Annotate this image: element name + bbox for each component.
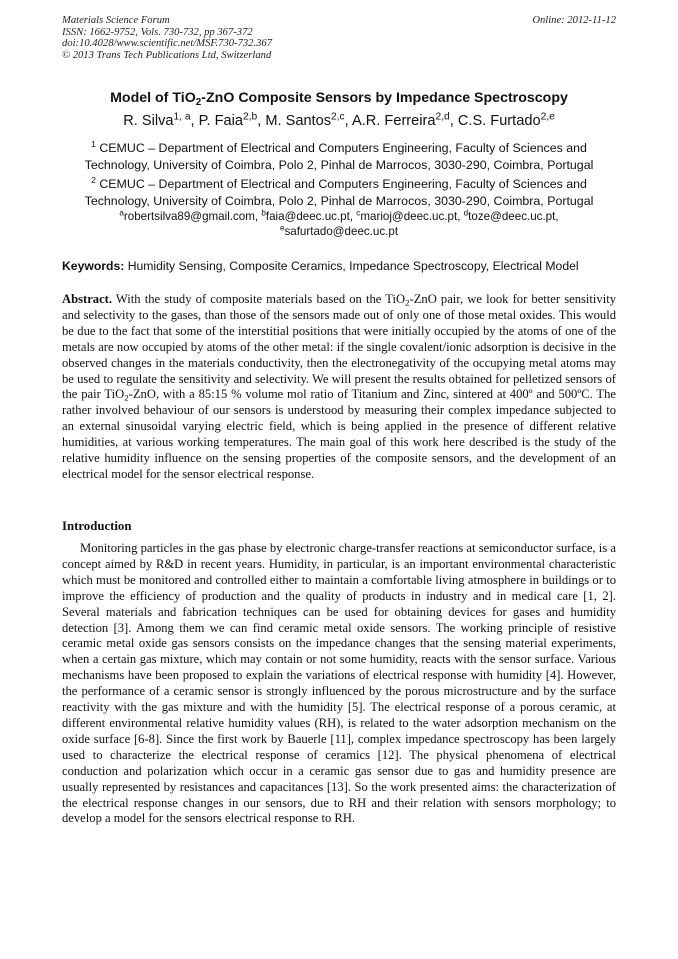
introduction-heading: Introduction	[62, 519, 132, 533]
copyright-line: © 2013 Trans Tech Publications Ltd, Switzerland	[62, 49, 272, 61]
author-affil-mark: 2,c	[331, 111, 345, 123]
author-separator: ,	[449, 113, 458, 129]
doi-link[interactable]: doi:10.4028/www.scientific.net/MSF.730-732.367	[62, 38, 272, 50]
author	[458, 113, 555, 129]
author-list	[40, 111, 638, 131]
email-separator: ,	[349, 210, 357, 223]
paper-title	[62, 89, 616, 107]
author-affil-mark: 1, a	[173, 111, 191, 123]
email-mark: b	[261, 208, 266, 218]
email-separator: ,	[555, 210, 559, 223]
email-separator: ,	[254, 210, 262, 223]
email-link[interactable]: robertsilva89@gmail.com	[123, 210, 255, 223]
issn-line: ISSN: 1662-9752, Vols. 730-732, pp 367-372	[62, 26, 253, 38]
affiliation-text: CEMUC – Department of Electrical and Computers Engineering, Faculty of Sciences and Technology, University of Coimbra, Polo 2, Pinhal de Marrocos, 3030-290, Coimbra, Portugal	[84, 141, 594, 172]
email-mark: d	[463, 208, 469, 218]
email-list	[62, 209, 616, 239]
affiliation-number: 2	[91, 175, 96, 186]
author-name: A.R. Ferreira	[351, 113, 436, 129]
author	[199, 113, 266, 129]
title-suffix: -ZnO Composite Sensors by Impedance Spectroscopy	[201, 90, 568, 106]
email-link[interactable]: safurtado@deec.uc.pt	[284, 225, 399, 238]
email-separator: ,	[457, 210, 464, 223]
introduction-paragraph: Monitoring particles in the gas phase by electronic charge-transfer reactions at semiconductor surface, is a concept aimed by R&D in recent years. Humidity, in particular, is an important environmental characteristic which must be monitored and controlled either to maintain a comfortable living atmosphere in buildings or to improve the efficiency of production and the quality of products in industry and in medical care [1, 2]. Several materials and fabrication techniques can be used for obtaining devices for gases and humidity detection [3]. Among them we can find ceramic metal oxide sensors. The working principle of resistive ceramic metal oxide gas sensors consists on the impedance changes that the sensing material experiments, when a certain gas mixture, which may contain or not some humidity, reacts with the sensor surface. Various mechanisms have been proposed to explain the variations of electrical response with humidity [4]. However, the performance of a ceramic sensor is strongly influenced by the porous microstructure and by the surface reactivity with the gas mixture and with the humidity [5]. The electrical response of a porous ceramic, at different environmental relative humidity values (RH), is related to the water adsorption mechanism on the oxide surface [6-8]. Since the first work by Bauerle [11], complex impedance spectroscopy has been largely used to characterize the electrical response of ceramics [12]. The physical phenomena of electrical conduction and polarization which occur in a ceramic gas sensor due to gas and humidity presence are usually represented by resistances and capacitances [13]. So the work presented aims: the characterization of the electrical response changes in our sensors, due to RH and their relation with sensors morphology; to develop a model for the sensors electrical response to RH.	[62, 541, 616, 826]
author-separator: ,	[344, 113, 352, 129]
keywords	[62, 258, 616, 274]
abstract-subscript: 2	[124, 393, 129, 404]
title-prefix: Model of TiO	[110, 90, 196, 106]
email-link[interactable]: marioj@deec.uc.pt	[360, 210, 458, 223]
abstract-text-3: -ZnO, with a 85:15 % volume mol ratio of Titanium and Zinc, sintered at 400º and 500ºC. The rather involved behaviour of our sensors is understood by measuring their complex impedance subjected to an external sinusoidal varying electric field, which is being applied in the presence of different relative humidities, at various working temperatures. The main goal of this work here described is the study of the relative humidity influence on the sensing properties of the composite sensors, and the development of an electrical model for the sensor electrical response.	[62, 387, 616, 481]
affiliation-text: CEMUC – Department of Electrical and Computers Engineering, Faculty of Sciences and Technology, University of Coimbra, Polo 2, Pinhal de Marrocos, 3030-290, Coimbra, Portugal	[84, 177, 594, 208]
affiliation-1	[62, 140, 616, 174]
author-name: P. Faia	[198, 113, 243, 129]
email-mark: e	[279, 223, 285, 233]
author-name: C.S. Furtado	[457, 113, 541, 129]
title-subscript: 2	[195, 96, 202, 108]
author-name: R. Silva	[123, 113, 174, 129]
email-mark: c	[356, 208, 361, 218]
affiliation-2	[62, 176, 616, 210]
keywords-label: Keywords:	[62, 259, 125, 273]
author-separator: ,	[257, 113, 266, 129]
abstract-subscript: 2	[405, 297, 410, 308]
online-date: Online: 2012-11-12	[532, 15, 616, 26]
author-separator: ,	[190, 113, 199, 129]
abstract-text-1: With the study of composite materials based on the TiO	[115, 292, 406, 306]
author	[123, 113, 198, 129]
abstract-text-2: -ZnO pair, we look for better sensitivity and selectivity to the gases, than those of the sensors made out of only one of those metal oxides. This would be due to the fact that some of the interstitial positions that were initially occupied by the atoms of one of the metals are now occupied by atoms of the other metal: if the single covalent/ionic adsorption is decisive in the observed changes in the materials conductivity, then the electronegativity of the occupying metal atoms may be used to regulate the sensitivity and selectivity. We will present the results obtained for pelletized sensors of the pair TiO	[62, 292, 616, 402]
journal-name: Materials Science Forum	[62, 15, 170, 26]
author	[352, 113, 458, 129]
abstract	[62, 292, 616, 483]
author-affil-mark: 2,b	[243, 111, 258, 123]
author	[265, 113, 352, 129]
author-name: M. Santos	[265, 113, 332, 129]
keywords-text: Humidity Sensing, Composite Ceramics, Impedance Spectroscopy, Electrical Model	[127, 259, 579, 273]
journal-metadata	[62, 15, 272, 61]
author-affil-mark: 2,d	[435, 111, 450, 123]
email-mark: a	[119, 208, 124, 218]
affiliation-number: 1	[91, 139, 96, 150]
email-link[interactable]: toze@deec.uc.pt	[468, 210, 556, 223]
author-affil-mark: 2,e	[540, 111, 555, 123]
abstract-label: Abstract.	[62, 292, 113, 306]
email-link[interactable]: faia@deec.uc.pt	[265, 210, 350, 223]
